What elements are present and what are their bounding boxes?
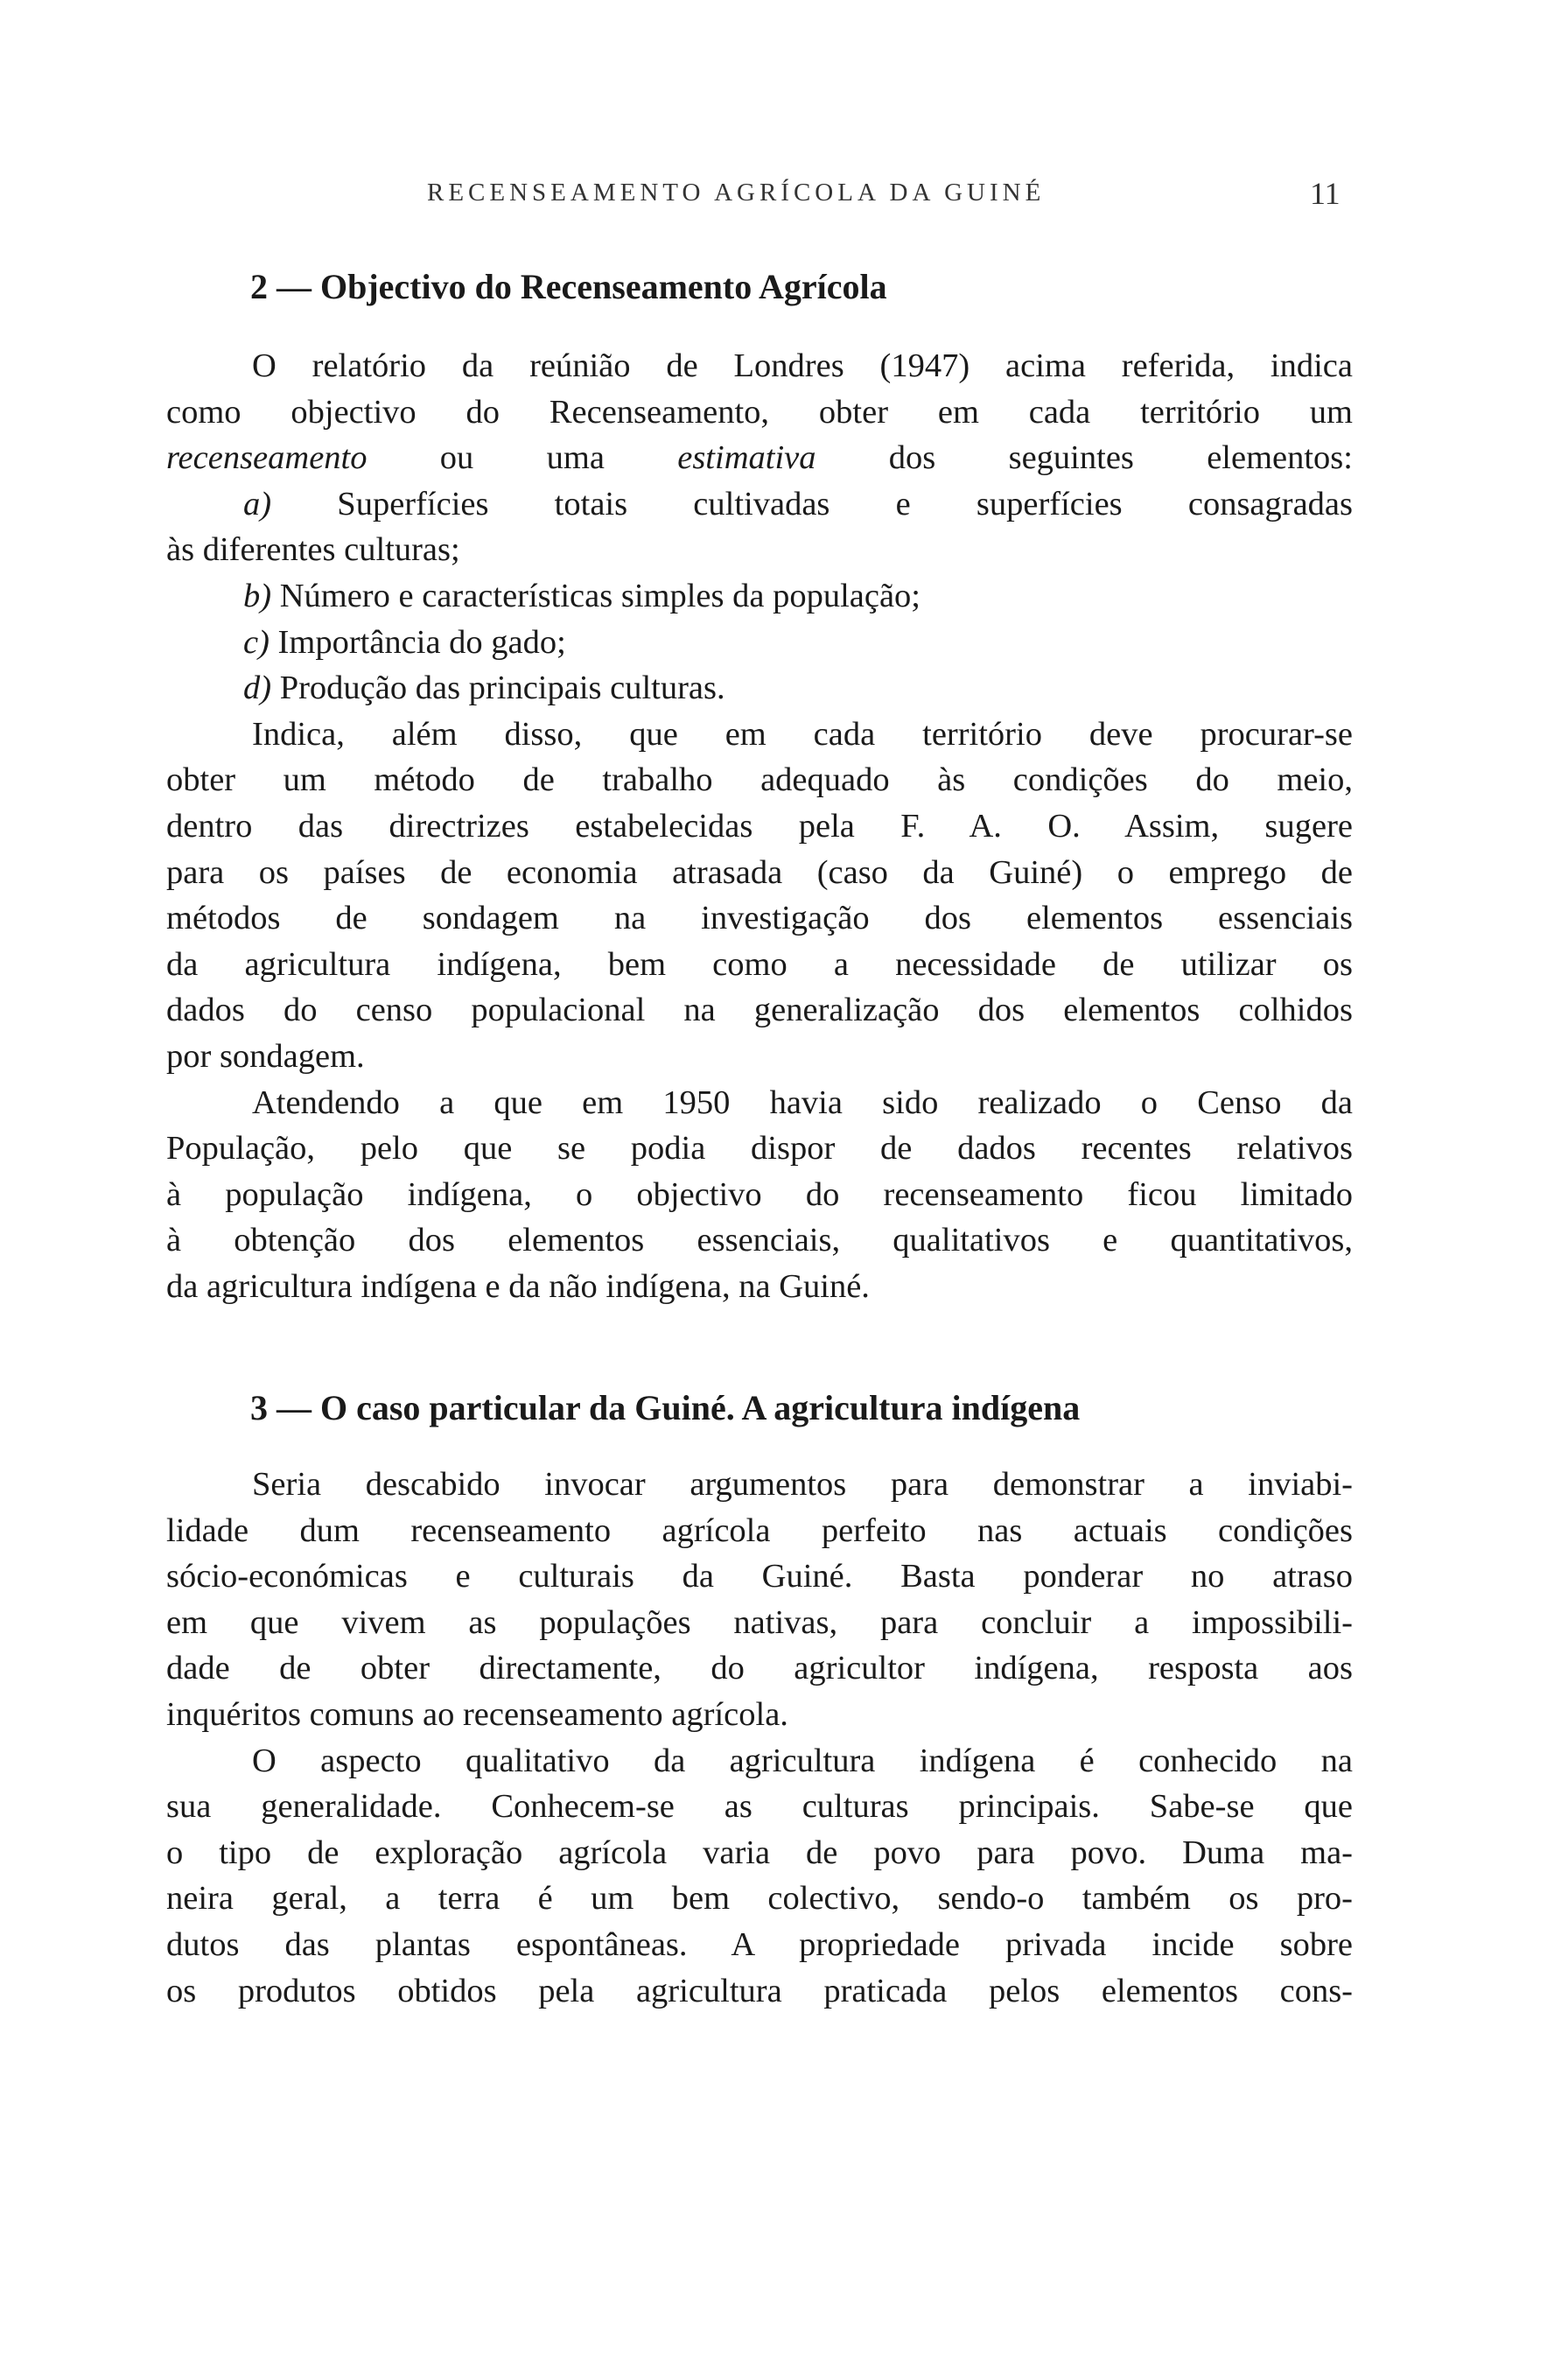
paragraph-line: sócio-económicas e culturais da Guiné. Basta ponderar no atraso: [166, 1558, 1353, 1595]
paragraph-line: População, pelo que se podia dispor de dados recentes relativos: [166, 1130, 1353, 1167]
paragraph-line: à população indígena, o objectivo do recenseamento ficou limitado: [166, 1175, 1353, 1213]
paragraph-line: os produtos obtidos pela agricultura praticada pelos elementos cons-: [166, 1972, 1353, 2009]
paragraph-line: dados do censo populacional na generalização dos elementos colhidos: [166, 992, 1353, 1029]
paragraph-line: em que vivem as populações nativas, para concluir a impossibili-: [166, 1603, 1353, 1641]
section-heading-guinea-case: 3 — O caso particular da Guiné. A agricultura indígena: [250, 1388, 1081, 1427]
paragraph-line: Atendendo a que em 1950 havia sido realizado o Censo da: [252, 1083, 1353, 1121]
list-marker: a): [243, 485, 272, 522]
list-item-text: Superfícies totais cultivadas e superfícies consagradas: [271, 485, 1353, 522]
paragraph-line: por sondagem.: [166, 1037, 365, 1075]
running-header: RECENSEAMENTO AGRÍCOLA DA GUINÉ: [427, 179, 1046, 207]
list-item: [166, 481, 1353, 528]
paragraph-line: sua generalidade. Conhecem-se as culturas principais. Sabe-se que: [166, 1788, 1353, 1826]
list-marker: d): [243, 670, 272, 707]
paragraph-line: O relatório da reúnião de Londres (1947) acima referida, indica: [252, 347, 1353, 384]
list-item-text: Número e características simples da população;: [271, 577, 920, 614]
paragraph-line: dade de obter directamente, do agricultor indígena, resposta aos: [166, 1650, 1353, 1687]
inline-text: dos seguintes elementos:: [816, 439, 1353, 477]
inline-text: ou uma: [367, 439, 678, 477]
paragraph-line: lidade dum recenseamento agrícola perfeito nas actuais condições: [166, 1511, 1353, 1549]
paragraph-line: métodos de sondagem na investigação dos elementos essenciais: [166, 900, 1353, 937]
italic-term: recenseamento: [166, 439, 368, 477]
list-item: [166, 665, 1353, 712]
paragraph-line: para os países de economia atrasada (caso da Guiné) o emprego de: [166, 853, 1353, 891]
paragraph-line: Seria descabido invocar argumentos para demonstrar a inviabi-: [252, 1466, 1353, 1503]
paragraph-line: como objectivo do Recenseamento, obter em cada território um: [166, 393, 1353, 431]
section-body-objective: [166, 343, 1353, 1309]
paragraph-line: O aspecto qualitativo da agricultura indígena é conhecido na: [252, 1742, 1353, 1779]
paragraph-line: dutos das plantas espontâneas. A propriedade privada incide sobre: [166, 1925, 1353, 1963]
section-body-guinea-case: [166, 1462, 1353, 2014]
paragraph-line: dentro das directrizes estabelecidas pela F. A. O. Assim, sugere: [166, 807, 1353, 845]
list-item: [166, 573, 1353, 620]
paragraph-line: neira geral, a terra é um bem colectivo, sendo-o também os pro-: [166, 1880, 1353, 1918]
paragraph-line: [166, 435, 1353, 481]
list-marker: c): [243, 623, 270, 661]
list-item-text: Produção das principais culturas.: [271, 670, 725, 707]
section-heading-objective: 2 — Objectivo do Recenseamento Agrícola: [250, 267, 887, 306]
paragraph-line: à obtenção dos elementos essenciais, qualitativos e quantitativos,: [166, 1222, 1353, 1259]
list-marker: b): [243, 577, 272, 614]
page-number: 11: [1310, 176, 1340, 211]
italic-term: estimativa: [677, 439, 816, 477]
list-item-text: Importância do gado;: [269, 623, 566, 661]
paragraph-line: Indica, além disso, que em cada território deve procurar-se: [252, 715, 1353, 753]
paragraph-line: obter um método de trabalho adequado às condições do meio,: [166, 761, 1353, 799]
list-item-continuation: às diferentes culturas;: [166, 531, 460, 569]
paragraph-line: da agricultura indígena e da não indígena, na Guiné.: [166, 1267, 870, 1305]
paragraph-line: o tipo de exploração agrícola varia de povo para povo. Duma ma-: [166, 1834, 1353, 1871]
list-item: [166, 620, 1353, 666]
paragraph-line: inquéritos comuns ao recenseamento agrícola.: [166, 1695, 788, 1733]
paragraph-line: da agricultura indígena, bem como a necessidade de utilizar os: [166, 945, 1353, 983]
